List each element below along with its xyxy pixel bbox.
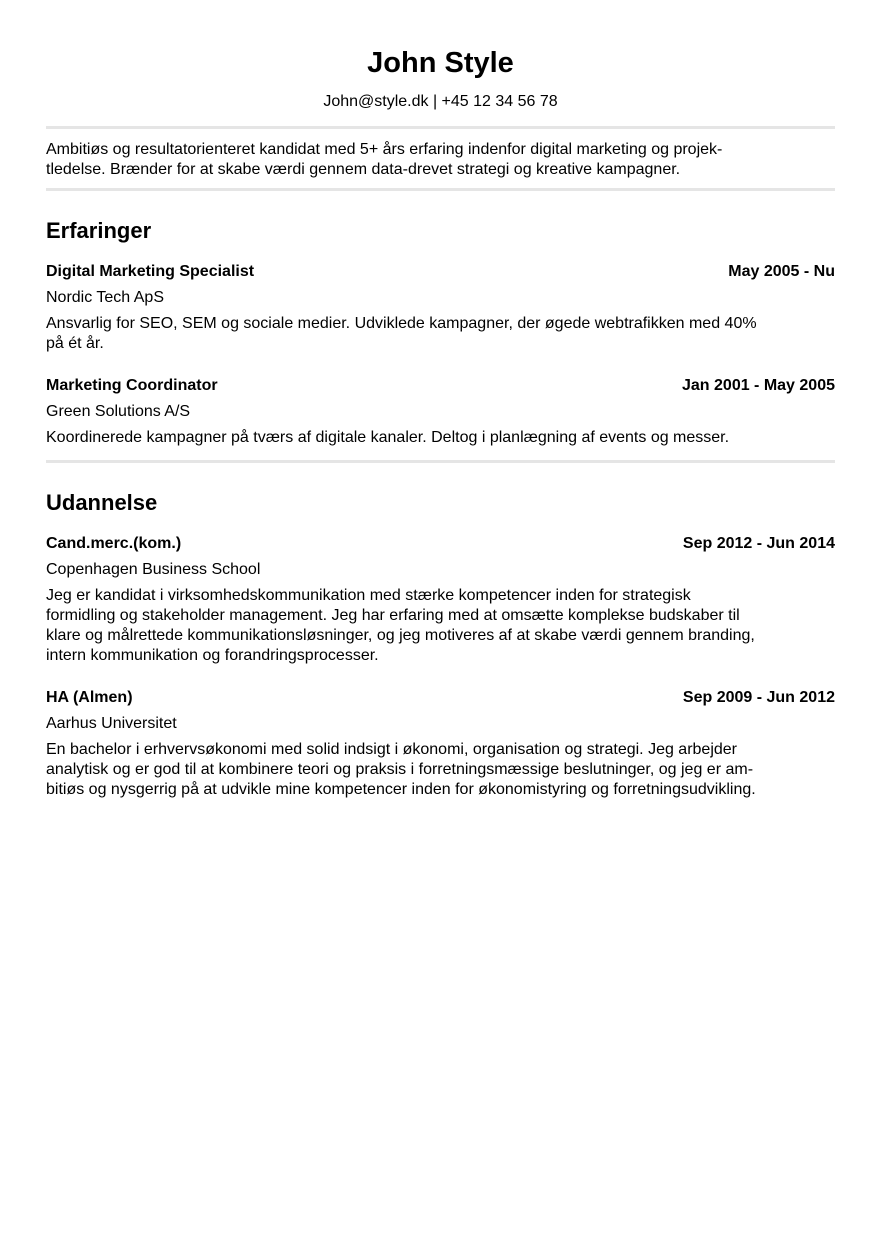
contact-info: John@style.dk | +45 12 34 56 78 — [323, 93, 558, 110]
company-name: Nordic Tech ApS — [46, 289, 164, 306]
degree-description: En bachelor i erhvervsøkonomi med solid indsigt i økonomi, organisation og strategi. Jeg arbejder analytisk og er god til at kombinere teori og praksis i forretningsmæssige beslutninger, og jeg er am- bitiøs og nysgerrig på at udvikle mine kompetencer inden for økonomistyring og forretningsudvikling. — [46, 741, 756, 798]
education-title: Udannelse — [46, 490, 158, 515]
education-entry — [46, 688, 835, 800]
education-entry — [46, 534, 835, 666]
experience-title: Erfaringer — [46, 218, 152, 243]
entry-header — [46, 534, 835, 554]
job-description: Ansvarlig for SEO, SEM og sociale medier. Udviklede kampagner, der øgede webtrafikken med 40% på ét år. — [46, 315, 757, 352]
job-dates: Jan 2001 - May 2005 — [682, 377, 835, 394]
experience-entry — [46, 262, 835, 354]
degree-description: Jeg er kandidat i virksomhedskommunikation med stærke kompetencer inden for strategisk formidling og stakeholder management. Jeg har erfaring med at omsætte komplekse budskaber til klare og målrettede kommunikationsløsninger, og jeg motiveres af at skabe værdi gennem branding, intern kommunikation og forandringsprocesser. — [46, 587, 755, 664]
job-title: Digital Marketing Specialist — [46, 263, 255, 280]
candidate-name: John Style — [367, 47, 514, 79]
experience-entry — [46, 376, 835, 448]
degree-title: Cand.merc.(kom.) — [46, 535, 182, 552]
degree-title: HA (Almen) — [46, 689, 133, 706]
entry-header — [46, 262, 835, 282]
profile-summary: Ambitiøs og resultatorienteret kandidat med 5+ års erfaring indenfor digital marketing og projek- tledelse. Brænder for at skabe værdi gennem data-drevet strategi og kreative kampagner. — [46, 141, 723, 178]
education-section — [46, 463, 835, 800]
header-divider — [46, 126, 835, 129]
company-name: Green Solutions A/S — [46, 403, 191, 420]
resume-header — [46, 0, 835, 112]
school-name: Copenhagen Business School — [46, 561, 261, 578]
experience-section — [46, 191, 835, 448]
degree-dates: Sep 2009 - Jun 2012 — [682, 689, 835, 706]
degree-dates: Sep 2012 - Jun 2014 — [682, 535, 835, 552]
entry-header — [46, 688, 835, 708]
entry-header — [46, 376, 835, 396]
job-title: Marketing Coordinator — [46, 377, 218, 394]
job-dates: May 2005 - Nu — [728, 263, 835, 280]
job-description: Koordinerede kampagner på tværs af digitale kanaler. Deltog i planlægning af events og messer. — [46, 429, 730, 446]
school-name: Aarhus Universitet — [46, 715, 177, 732]
